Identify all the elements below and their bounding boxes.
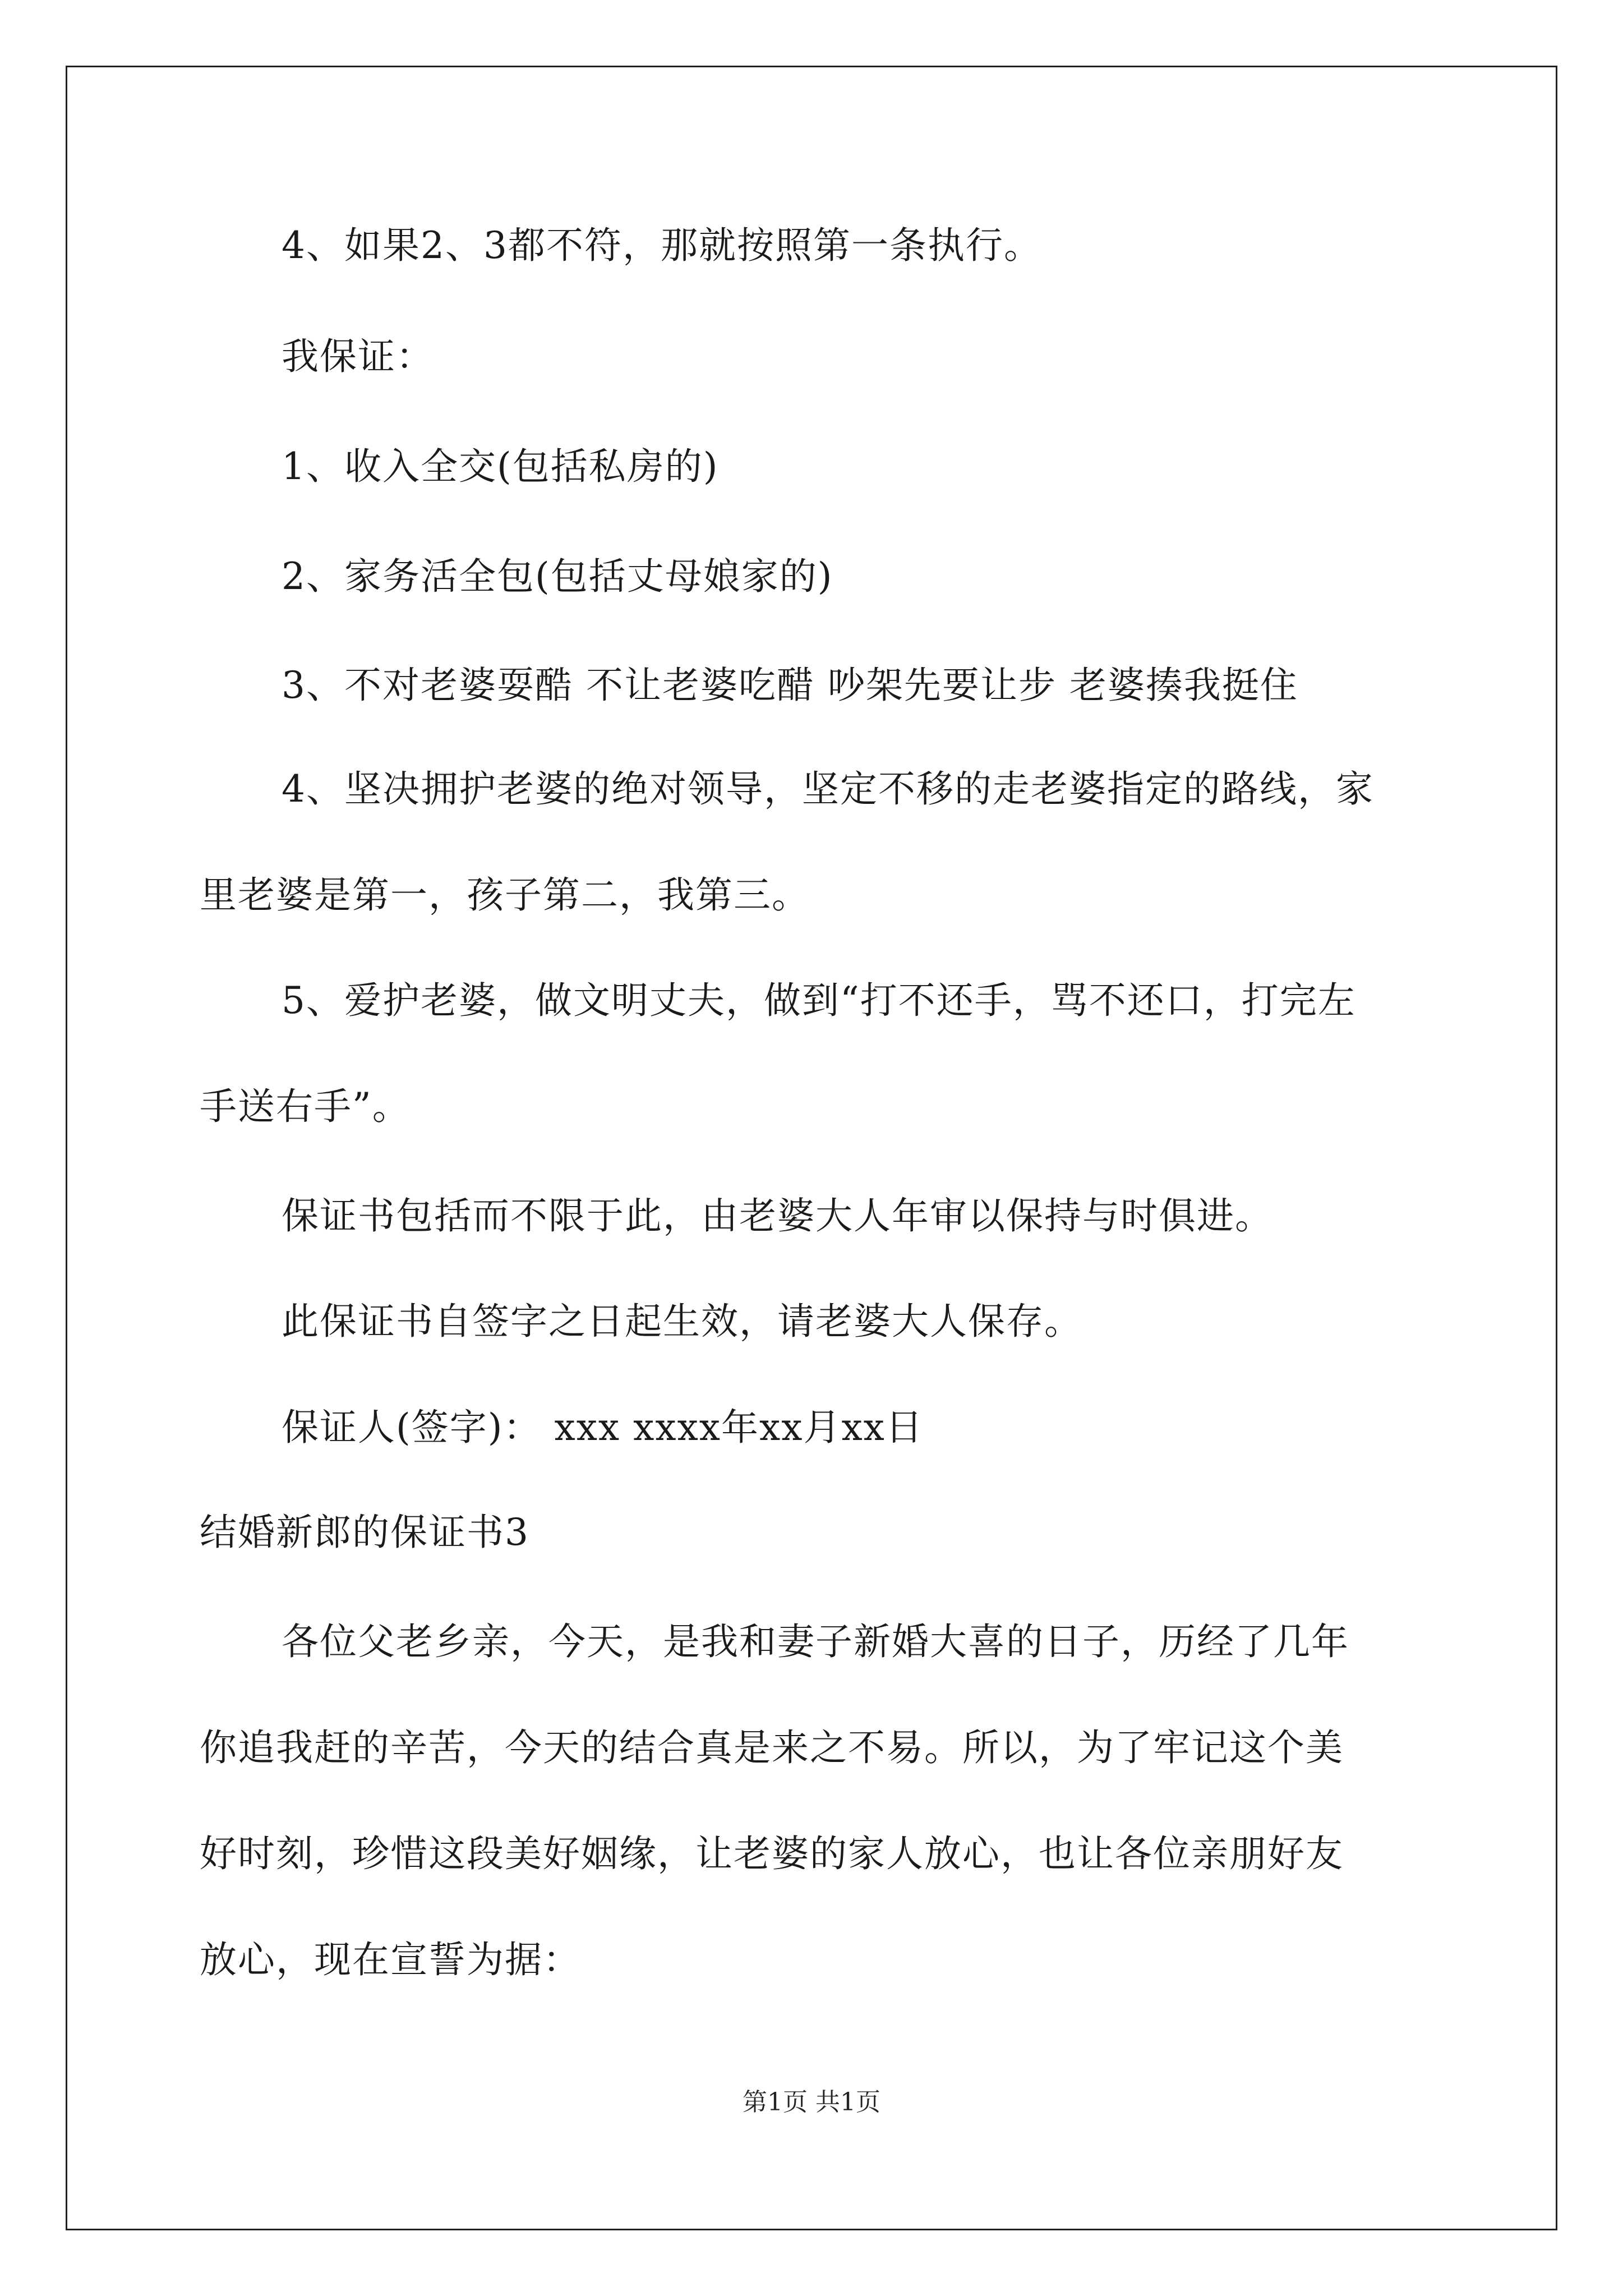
paragraph-line: 1、收入全交(包括私房的)	[282, 445, 719, 488]
page-border	[66, 66, 1557, 2230]
section-title: 结婚新郎的保证书3	[200, 1511, 529, 1554]
paragraph-line: 5、爱护老婆，做文明丈夫，做到“打不还手，骂不还口，打完左	[282, 979, 1356, 1022]
paragraph-line: 好时刻，珍惜这段美好姻缘，让老婆的家人放心，也让各位亲朋好友	[200, 1832, 1344, 1875]
paragraph-line: 4、坚决拥护老婆的绝对领导，坚定不移的走老婆指定的路线，家	[282, 767, 1374, 811]
paragraph-line: 我保证：	[282, 335, 434, 378]
paragraph-line: 放心，现在宣誓为据：	[200, 1938, 581, 1981]
page-footer: 第1页 共1页	[743, 2088, 880, 2116]
paragraph-line: 手送右手”。	[200, 1085, 411, 1128]
paragraph-line: 此保证书自签字之日起生效，请老婆大人保存。	[282, 1300, 1082, 1343]
signature-line: 保证人(签字)： xxx xxxx年xx月xx日	[282, 1406, 924, 1449]
paragraph-line: 里老婆是第一，孩子第二，我第三。	[200, 873, 810, 917]
paragraph-line: 2、家务活全包(包括丈母娘家的)	[282, 555, 833, 598]
paragraph-line: 4、如果2、3都不符，那就按照第一条执行。	[282, 224, 1042, 267]
paragraph-line: 3、不对老婆耍酷 不让老婆吃醋 吵架先要让步 老婆揍我挺住	[282, 664, 1298, 707]
paragraph-line: 保证书包括而不限于此，由老婆大人年审以保持与时俱进。	[282, 1194, 1273, 1237]
paragraph-line: 你追我赶的辛苦，今天的结合真是来之不易。所以，为了牢记这个美	[200, 1726, 1344, 1769]
paragraph-line: 各位父老乡亲，今天，是我和妻子新婚大喜的日子，历经了几年	[282, 1620, 1349, 1663]
